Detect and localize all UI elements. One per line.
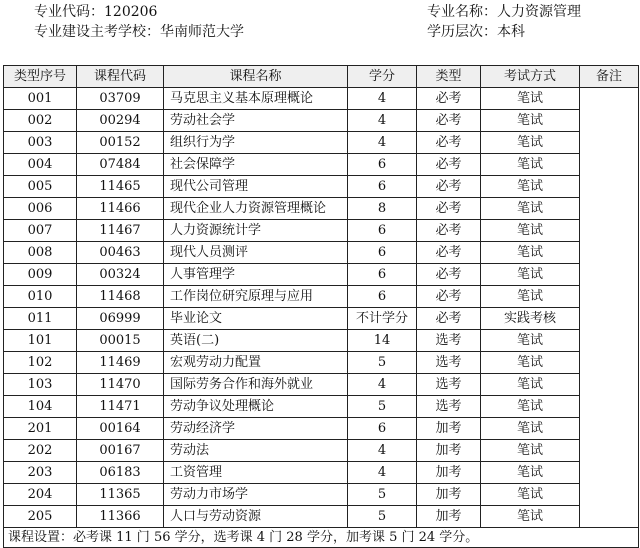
exam-method-cell: 笔试	[481, 220, 580, 242]
type-cell: 加考	[417, 440, 481, 462]
credits-cell: 6	[348, 220, 417, 242]
column-header-credits: 学分	[348, 66, 417, 88]
column-header-exam-method: 考试方式	[481, 66, 580, 88]
type-no-cell: 004	[4, 154, 77, 176]
table-row	[4, 440, 639, 462]
course-name-cell: 人口与劳动资源	[164, 506, 348, 528]
course-name-cell: 现代人员测评	[164, 242, 348, 264]
course-name-cell: 劳动社会学	[164, 110, 348, 132]
column-header-course-code: 课程代码	[77, 66, 164, 88]
course-code-cell: 06999	[77, 308, 164, 330]
type-no-cell: 008	[4, 242, 77, 264]
type-no-cell: 007	[4, 220, 77, 242]
course-code-cell: 11365	[77, 484, 164, 506]
exam-method-cell: 笔试	[481, 198, 580, 220]
credits-cell: 4	[348, 132, 417, 154]
table-footer-row	[4, 528, 639, 548]
course-code-cell: 00164	[77, 418, 164, 440]
course-code-cell: 06183	[77, 462, 164, 484]
major-name: 专业名称：人力资源管理	[427, 4, 581, 20]
course-code-cell: 00324	[77, 264, 164, 286]
type-cell: 必考	[417, 264, 481, 286]
type-no-cell: 001	[4, 88, 77, 110]
credits-cell: 不计学分	[348, 308, 417, 330]
organizing-school: 专业建设主考学校：华南师范大学	[34, 24, 244, 40]
credits-cell: 4	[348, 110, 417, 132]
credits-cell: 6	[348, 176, 417, 198]
type-cell: 选考	[417, 374, 481, 396]
type-no-cell: 009	[4, 264, 77, 286]
course-code-cell: 11468	[77, 286, 164, 308]
type-cell: 必考	[417, 198, 481, 220]
type-cell: 选考	[417, 352, 481, 374]
type-no-cell: 202	[4, 440, 77, 462]
type-no-cell: 205	[4, 506, 77, 528]
course-name-cell: 国际劳务合作和海外就业	[164, 374, 348, 396]
type-cell: 必考	[417, 110, 481, 132]
type-cell: 必考	[417, 132, 481, 154]
exam-method-cell: 实践考核	[481, 308, 580, 330]
course-name-cell: 人事管理学	[164, 264, 348, 286]
type-no-cell: 103	[4, 374, 77, 396]
course-code-cell: 00167	[77, 440, 164, 462]
type-no-cell: 005	[4, 176, 77, 198]
course-name-cell: 组织行为学	[164, 132, 348, 154]
exam-method-cell: 笔试	[481, 154, 580, 176]
exam-method-cell: 笔试	[481, 462, 580, 484]
table-header-row	[4, 66, 639, 88]
table-row	[4, 462, 639, 484]
credits-cell: 8	[348, 198, 417, 220]
course-code-cell: 07484	[77, 154, 164, 176]
type-cell: 必考	[417, 88, 481, 110]
course-name-cell: 劳动争议处理概论	[164, 396, 348, 418]
type-cell: 选考	[417, 396, 481, 418]
exam-method-cell: 笔试	[481, 440, 580, 462]
type-cell: 加考	[417, 506, 481, 528]
credits-cell: 4	[348, 462, 417, 484]
major-code: 专业代码：120206	[34, 4, 158, 20]
course-table	[3, 65, 639, 548]
type-no-cell: 011	[4, 308, 77, 330]
course-name-cell: 劳动法	[164, 440, 348, 462]
course-name-cell: 工作岗位研究原理与应用	[164, 286, 348, 308]
course-code-cell: 11471	[77, 396, 164, 418]
exam-method-cell: 笔试	[481, 176, 580, 198]
remarks-cell	[580, 88, 639, 528]
credits-cell: 5	[348, 396, 417, 418]
course-name-cell: 现代企业人力资源管理概论	[164, 198, 348, 220]
type-cell: 必考	[417, 308, 481, 330]
course-name-cell: 毕业论文	[164, 308, 348, 330]
table-row	[4, 330, 639, 352]
course-name-cell: 工资管理	[164, 462, 348, 484]
exam-method-cell: 笔试	[481, 418, 580, 440]
course-name-cell: 人力资源统计学	[164, 220, 348, 242]
exam-method-cell: 笔试	[481, 132, 580, 154]
type-cell: 必考	[417, 286, 481, 308]
table-row	[4, 198, 639, 220]
table-row	[4, 154, 639, 176]
exam-method-cell: 笔试	[481, 352, 580, 374]
exam-method-cell: 笔试	[481, 330, 580, 352]
credits-cell: 14	[348, 330, 417, 352]
exam-method-cell: 笔试	[481, 110, 580, 132]
credits-cell: 4	[348, 440, 417, 462]
course-name-cell: 英语(二)	[164, 330, 348, 352]
course-name-cell: 社会保障学	[164, 154, 348, 176]
credits-cell: 6	[348, 264, 417, 286]
table-row	[4, 264, 639, 286]
column-header-course-name: 课程名称	[164, 66, 348, 88]
course-code-cell: 00294	[77, 110, 164, 132]
course-code-cell: 00463	[77, 242, 164, 264]
type-no-cell: 002	[4, 110, 77, 132]
course-name-cell: 现代公司管理	[164, 176, 348, 198]
table-row	[4, 506, 639, 528]
exam-method-cell: 笔试	[481, 88, 580, 110]
type-cell: 加考	[417, 484, 481, 506]
table-row	[4, 286, 639, 308]
type-no-cell: 203	[4, 462, 77, 484]
type-cell: 加考	[417, 462, 481, 484]
credits-cell: 6	[348, 242, 417, 264]
table-row	[4, 132, 639, 154]
exam-method-cell: 笔试	[481, 264, 580, 286]
table-row	[4, 418, 639, 440]
table-row	[4, 396, 639, 418]
credits-cell: 5	[348, 484, 417, 506]
type-no-cell: 204	[4, 484, 77, 506]
credits-cell: 4	[348, 374, 417, 396]
type-no-cell: 006	[4, 198, 77, 220]
course-code-cell: 11470	[77, 374, 164, 396]
course-code-cell: 11465	[77, 176, 164, 198]
column-header-type-no: 类型序号	[4, 66, 77, 88]
course-name-cell: 宏观劳动力配置	[164, 352, 348, 374]
credits-cell: 5	[348, 352, 417, 374]
type-no-cell: 102	[4, 352, 77, 374]
type-cell: 必考	[417, 154, 481, 176]
table-row	[4, 110, 639, 132]
course-code-cell: 00015	[77, 330, 164, 352]
table-row	[4, 176, 639, 198]
exam-method-cell: 笔试	[481, 396, 580, 418]
type-cell: 加考	[417, 418, 481, 440]
exam-method-cell: 笔试	[481, 242, 580, 264]
table-row	[4, 242, 639, 264]
type-no-cell: 101	[4, 330, 77, 352]
education-level: 学历层次：本科	[427, 24, 525, 40]
column-header-remarks: 备注	[580, 66, 639, 88]
type-no-cell: 201	[4, 418, 77, 440]
credits-cell: 6	[348, 154, 417, 176]
table-row	[4, 374, 639, 396]
course-summary: 课程设置：必考课 11 门 56 学分，选考课 4 门 28 学分，加考课 5 门 24 学分。	[4, 528, 639, 548]
table-row	[4, 484, 639, 506]
table-row	[4, 220, 639, 242]
course-code-cell: 11469	[77, 352, 164, 374]
table-row	[4, 352, 639, 374]
type-no-cell: 003	[4, 132, 77, 154]
column-header-type: 类型	[417, 66, 481, 88]
exam-method-cell: 笔试	[481, 506, 580, 528]
table-row	[4, 308, 639, 330]
course-code-cell: 11467	[77, 220, 164, 242]
exam-method-cell: 笔试	[481, 374, 580, 396]
type-cell: 必考	[417, 220, 481, 242]
table-row	[4, 88, 639, 110]
type-cell: 必考	[417, 176, 481, 198]
credits-cell: 6	[348, 418, 417, 440]
credits-cell: 4	[348, 88, 417, 110]
credits-cell: 6	[348, 286, 417, 308]
course-code-cell: 11366	[77, 506, 164, 528]
type-no-cell: 010	[4, 286, 77, 308]
course-name-cell: 劳动经济学	[164, 418, 348, 440]
course-code-cell: 03709	[77, 88, 164, 110]
course-name-cell: 马克思主义基本原理概论	[164, 88, 348, 110]
course-code-cell: 11466	[77, 198, 164, 220]
type-no-cell: 104	[4, 396, 77, 418]
type-cell: 必考	[417, 242, 481, 264]
course-code-cell: 00152	[77, 132, 164, 154]
course-name-cell: 劳动力市场学	[164, 484, 348, 506]
type-cell: 选考	[417, 330, 481, 352]
exam-method-cell: 笔试	[481, 286, 580, 308]
exam-method-cell: 笔试	[481, 484, 580, 506]
credits-cell: 5	[348, 506, 417, 528]
